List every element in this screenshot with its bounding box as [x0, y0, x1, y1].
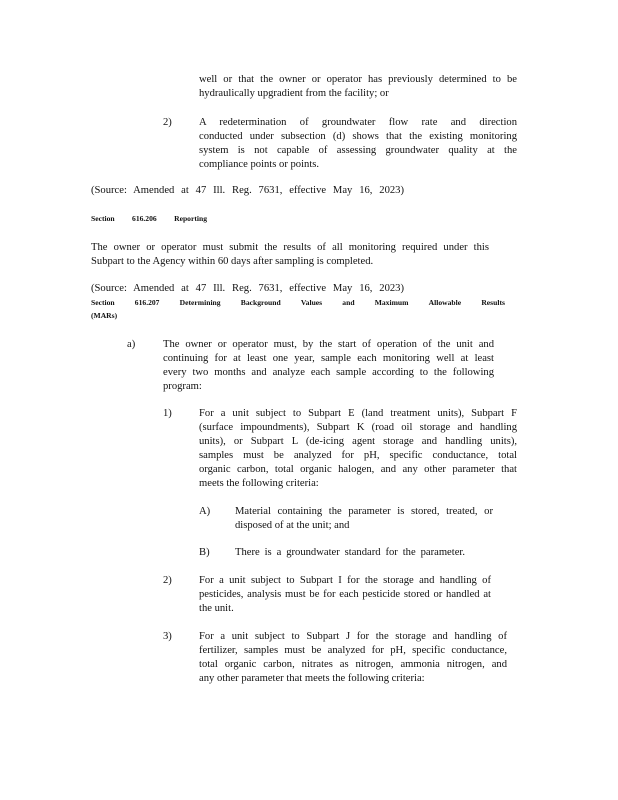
source-note-2: (Source: Amended at 47 Ill. Reg. 7631, effective May 16, 2023)	[91, 283, 404, 294]
item-2-label: 2)	[163, 117, 172, 128]
section-616-207-heading-cont: (MARs)	[91, 311, 118, 320]
item-a1-text: For a unit subject to Subpart E (land treatment units), Subpart F (surface impoundments), Subpart K (road oil storage and handling units), or Subpart L (de-icing agent storage and handling units), samples must be analyzed for pH, specific conductance, total organic carbon, total organic halogen, and any other parameter that meets the following criteria:	[199, 408, 517, 489]
item-a2-label: 2)	[163, 575, 172, 586]
item-a1-A-text: Material containing the parameter is stored, treated, or disposed of at the unit; and	[235, 506, 493, 531]
item-a1-A-label: A)	[199, 506, 211, 517]
continuation-text: well or that the owner or operator has previously determined to be hydraulically upgradient from the facility; or	[199, 74, 517, 99]
subsection-a-text: The owner or operator must, by the start of operation of the unit and continuing for at least one year, sample each monitoring well at least every two months and analyze each sample according to the following program:	[163, 339, 494, 392]
item-a2-text: For a unit subject to Subpart I for the storage and handling of pesticides, analysis must be for each pesticide stored or handled at the unit.	[199, 575, 491, 614]
item-2-text: A redetermination of groundwater flow rate and direction conducted under subsection (d) shows that the existing monitoring system is not capable of assessing groundwater quality at the compliance points or points.	[199, 117, 517, 170]
item-a1-B-text: There is a groundwater standard for the parameter.	[235, 547, 465, 558]
subsection-a-label: a)	[127, 339, 136, 350]
section-616-206-body: The owner or operator must submit the results of all monitoring required under this Subpart to the Agency within 60 days after sampling is completed.	[91, 242, 489, 267]
section-616-207-heading: Section 616.207 Determining Background Values and Maximum Allowable Results	[91, 298, 505, 307]
source-note-1: (Source: Amended at 47 Ill. Reg. 7631, effective May 16, 2023)	[91, 185, 404, 196]
section-616-206-heading: Section 616.206 Reporting	[91, 214, 207, 223]
item-a3-label: 3)	[163, 631, 172, 642]
item-a1-label: 1)	[163, 408, 172, 419]
item-a3-text: For a unit subject to Subpart J for the storage and handling of fertilizer, samples must be analyzed for pH, specific conductance, total organic carbon, nitrates as nitrogen, ammonia nitrogen, and any other parameter that meets the following criteria:	[199, 631, 507, 684]
item-a1-B-label: B)	[199, 547, 210, 558]
